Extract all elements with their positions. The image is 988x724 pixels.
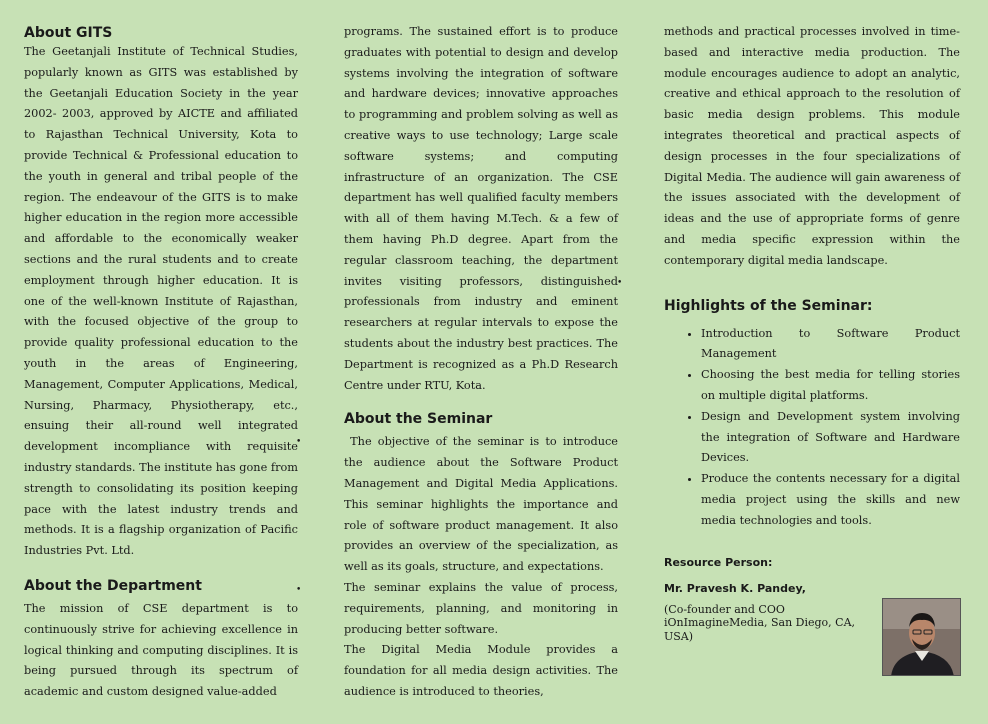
list-item: • Produce the contents necessary for a digital media project using the skills and new media technologies and tools. <box>701 469 960 531</box>
list-item: • Introduction to Software Product Management <box>701 324 960 366</box>
highlights-heading: Highlights of the Seminar: <box>664 297 873 314</box>
resource-person-photo <box>882 598 961 676</box>
about-seminar-heading: About the Seminar <box>344 411 493 428</box>
column-2 <box>344 22 622 703</box>
seminar-paragraph-2: The seminar explains the value of process, requirements, planning, and monitoring in producing better software. <box>344 580 618 636</box>
fold-dot: • <box>296 585 302 595</box>
department-text-continued: programs. The sustained effort is to produce graduates with potential to design and develop systems involving the integration of software and hardware devices; innovative approaches to programming and problem solving as well as creative ways to use technology; Large scale software systems; and computing infrastructure of an organization. The CSE department has well qualified faculty members with all of them having M.Tech. & a few of them having Ph.D degree. Apart from the regular classroom teaching, the department invites visiting professors, distinguished professionals from industry and eminent researchers at regular intervals to expose the students about the industry best practices. The Department is recognized as a Ph.D Research Centre under RTU, Kota. <box>344 25 618 392</box>
fold-dot: • <box>617 278 623 288</box>
about-gits-heading: About GITS <box>24 25 113 41</box>
list-item: • Design and Development system involving the integration of Software and Hardware Devices. <box>701 407 960 469</box>
seminar-text-continued: methods and practical processes involved in time-based and interactive media production. The module encourages audience to adopt an analytic, creative and ethical approach to the resolution of basic media design problems. This module integrates theoretical and practical aspects of design processes in the four specializations of Digital Media. The audience will gain awareness of the issues associated with the development of ideas and the use of appropriate forms of genre and media specific expression within the contemporary digital media landscape. <box>664 25 960 267</box>
column-3 <box>664 22 960 643</box>
column-1 <box>24 22 298 703</box>
resource-person-name: Mr. Pravesh K. Pandey, <box>664 581 806 595</box>
resource-person-note: (Co-founder and COO iOnImagineMedia, San Diego, CA, USA) <box>664 602 856 643</box>
fold-dot: • <box>296 437 302 447</box>
list-item: • Choosing the best media for telling stories on multiple digital platforms. <box>701 365 960 407</box>
seminar-paragraph-3: The Digital Media Module provides a foundation for all media design activities. The audience is introduced to theories, <box>344 643 618 698</box>
about-department-heading: About the Department <box>24 577 202 594</box>
about-gits-text: The Geetanjali Institute of Technical Studies, popularly known as GITS was established by the Geetanjali Education Society in the year 2002- 2003, approved by AICTE and affiliated to Rajasthan Technical University, Kota to provide Technical & Professional education to the youth in general and tribal people of the region. The endeavour of the GITS is to make higher education in the region more accessible and affordable to the economically weaker sections and the rural students and to create employment through higher education. It is one of the well-known Institute of Rajasthan, with the focused objective of the group to provide quality professional education to the youth in the areas of Engineering, Management, Computer Applications, Medical, Nursing, Pharmacy, Physiotherapy, etc., ensuing their all-round well integrated development incompliance with requisite industry standards. The institute has gone from strength to consolidating its position keeping pace with the latest industry trends and methods. It is a flagship organization of Pacific Industries Pvt. Ltd. <box>24 45 298 558</box>
highlights-list <box>664 324 960 532</box>
person-photo-icon <box>883 599 961 676</box>
about-department-text: The mission of CSE department is to continuously strive for achieving excellence in logical thinking and computing disciplines. It is being pursued through its spectrum of academic and custom designed value-added <box>24 601 298 699</box>
seminar-paragraph-1: The objective of the seminar is to introduce the audience about the Software Product Management and Digital Media Applications. This seminar highlights the importance and role of software product management. It also provides an overview of the specialization, as well as its goals, structure, and expectations. <box>344 435 622 574</box>
resource-person-heading: Resource Person: <box>664 555 773 569</box>
